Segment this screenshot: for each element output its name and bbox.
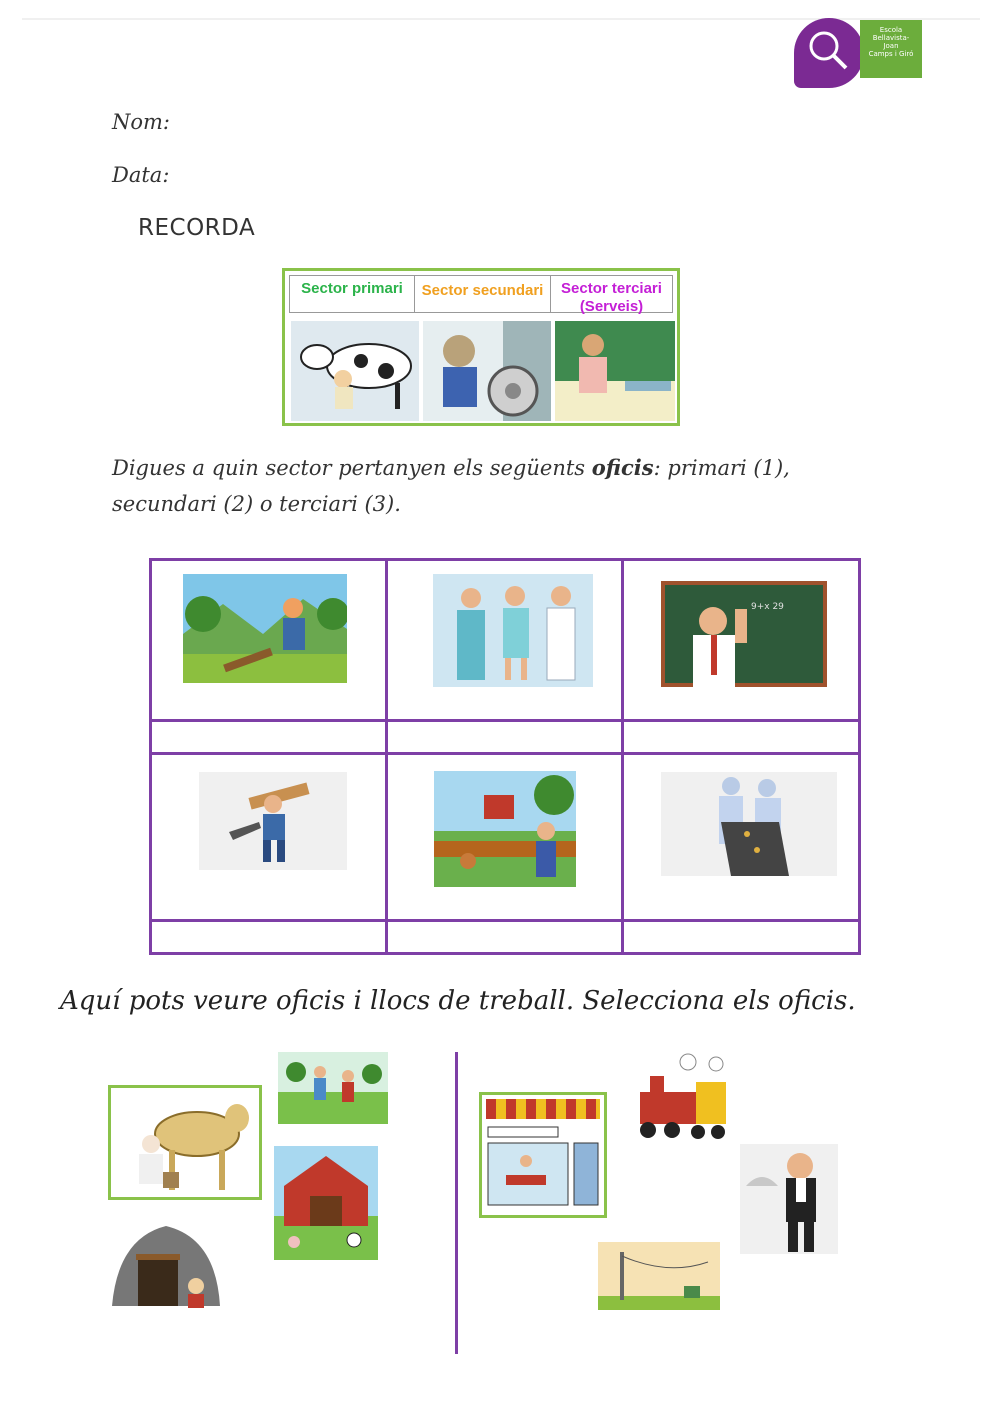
answer-cell-1[interactable] [152,722,385,752]
instruction-after: : primari (1), secundari (2) o terciari (3). [112,456,790,516]
instruction-before: Digues a quin sector pertanyen els següents [112,456,592,480]
grid-line [385,558,388,955]
sector-primary-label: Sector primari [289,275,415,313]
milking-cow-icon [291,321,419,421]
jobs-grid [149,558,861,955]
sector-secondary-label: Sector secundari [415,275,551,313]
column-divider [455,1052,458,1354]
power-lines-icon[interactable] [598,1242,720,1310]
answer-cell-5[interactable] [388,922,621,952]
sectors-reminder-box [282,268,680,426]
lab-workers-icon [661,772,837,876]
grid-line [149,752,861,755]
grid-line [149,952,861,955]
barn-farm-icon[interactable] [274,1146,378,1260]
answer-cell-2[interactable] [388,722,621,752]
mine-icon[interactable] [108,1218,224,1310]
carpenter-icon [199,772,347,870]
recorda-heading: RECORDA [138,215,256,241]
grid-line [858,558,861,955]
instruction-bold: oficis [591,455,654,480]
teacher-blackboard-icon [661,581,827,687]
school-logo [790,18,925,90]
logo-text: Escola Bellavista- Joan Camps i Giró [860,20,922,78]
lumberjack-icon [183,574,347,683]
farmer-icon [434,771,576,887]
gardeners-icon[interactable] [278,1052,388,1124]
grid-line [149,558,152,955]
date-label: Data: [112,163,170,187]
magnifier-logo-icon [794,18,864,88]
instruction-text [112,450,872,522]
restaurant-icon[interactable] [479,1092,607,1218]
milking-cow-icon[interactable] [108,1085,262,1200]
answer-cell-4[interactable] [152,922,385,952]
sector-tertiary-label: Sector terciari (Serveis) [551,275,673,313]
answer-cell-6[interactable] [624,922,858,952]
welder-icon [423,321,551,421]
teacher-icon [555,321,675,421]
medical-staff-icon [433,574,593,687]
answer-cell-3[interactable] [624,722,858,752]
waiter-icon[interactable] [740,1144,838,1254]
grid-line [621,558,624,955]
name-label: Nom: [112,110,171,134]
svg-text:9+x 29: 9+x 29 [751,602,784,612]
section2-heading: Aquí pots veure oficis i llocs de treball. Selecciona els oficis. [60,986,856,1016]
train-icon[interactable] [626,1052,734,1144]
grid-line [149,558,861,561]
